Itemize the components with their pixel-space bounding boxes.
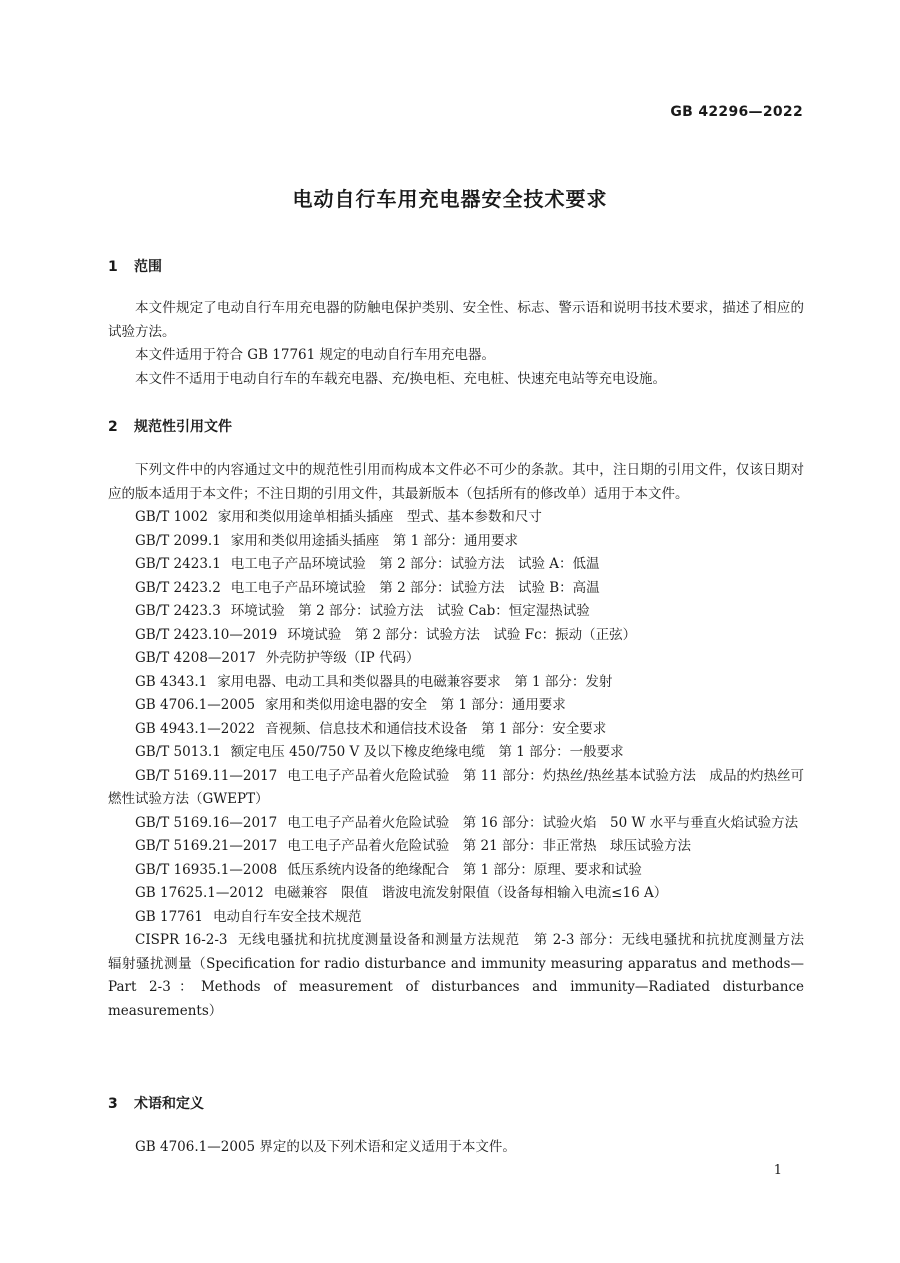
reference-item: [108, 835, 804, 859]
reference-item: [108, 624, 804, 648]
reference-item: [108, 765, 804, 812]
reference-code: GB/T 4208—2017: [135, 650, 256, 666]
reference-code: CISPR 16-2-3: [135, 932, 228, 948]
reference-code: GB 17625.1—2012: [135, 885, 264, 901]
reference-title: 家用和类似用途插头插座 第 1 部分：通用要求: [230, 532, 518, 549]
reference-code: GB/T 16935.1—2008: [135, 861, 278, 878]
reference-item: [108, 577, 804, 601]
reference-title: 环境试验 第 2 部分：试验方法 试验 Cab：恒定湿热试验: [230, 603, 590, 619]
section-1-body: [108, 297, 804, 391]
reference-code: GB/T 2423.3: [135, 603, 221, 619]
reference-title: 无线电骚扰和抗扰度测量设备和测量方法规范 第 2-3 部分：无线电骚扰和抗扰度测量方法 辐射骚扰测量（Specification for radio disturbance and immunity measuring apparatus and methods—Part 2-3：Methods of measurement of disturbances and immunity—Radiated disturbance measurements）: [108, 932, 818, 1019]
reference-code: GB/T 1002: [135, 509, 208, 525]
reference-item: [108, 694, 804, 718]
reference-title: 音视频、信息技术和通信技术设备 第 1 部分：安全要求: [265, 720, 607, 737]
reference-title: 家用和类似用途电器的安全 第 1 部分：通用要求: [265, 697, 566, 713]
reference-title: 家用和类似用途单相插头插座 型式、基本参数和尺寸: [217, 509, 542, 525]
section-3-heading: [108, 1093, 204, 1113]
reference-item: [108, 647, 804, 671]
section-title: 范围: [134, 259, 162, 275]
reference-title: 电工电子产品着火危险试验 第 11 部分：灼热丝/热丝基本试验方法 成品的灼热丝可燃性试验方法（GWEPT）: [108, 767, 804, 807]
reference-code: GB/T 2099.1: [135, 532, 221, 549]
section-3-body: [108, 1136, 804, 1160]
reference-item: [108, 718, 804, 742]
reference-item: [108, 906, 804, 930]
reference-title: 电动自行车安全技术规范: [212, 908, 362, 925]
reference-code: GB/T 5169.21—2017: [135, 838, 278, 854]
reference-code: GB/T 2423.1: [135, 556, 221, 572]
section-2-body: [108, 459, 818, 1023]
reference-code: GB/T 5169.11—2017: [135, 767, 278, 784]
reference-title: 电工电子产品着火危险试验 第 21 部分：非正常热 球压试验方法: [287, 838, 691, 854]
reference-item: [108, 812, 804, 836]
reference-item: [108, 530, 804, 554]
reference-title: 电工电子产品环境试验 第 2 部分：试验方法 试验 A：低温: [230, 556, 600, 572]
reference-item: [108, 600, 804, 624]
section-2-heading: [108, 416, 232, 436]
reference-item: [108, 553, 804, 577]
reference-title: 电工电子产品着火危险试验 第 16 部分：试验火焰 50 W 水平与垂直火焰试验方法: [287, 814, 799, 831]
reference-item: [108, 741, 804, 765]
reference-title: 环境试验 第 2 部分：试验方法 试验 Fc：振动（正弦）: [287, 626, 637, 643]
reference-code: GB 4343.1: [135, 673, 208, 690]
reference-code: GB/T 5013.1: [135, 744, 221, 760]
reference-title: 额定电压 450/750 V 及以下橡皮绝缘电缆 第 1 部分：一般要求: [230, 744, 624, 760]
page-number: 1: [773, 1163, 782, 1178]
paragraph: 本文件不适用于电动自行车的车载充电器、充/换电柜、充电桩、快速充电站等充电设施。: [135, 370, 667, 387]
paragraph: 本文件规定了电动自行车用充电器的防触电保护类别、安全性、标志、警示语和说明书技术要求，描述了相应的试验方法。: [108, 300, 804, 340]
paragraph: 本文件适用于符合 GB 17761 规定的电动自行车用充电器。: [135, 347, 496, 363]
reference-item: [108, 671, 804, 695]
section-title: 规范性引用文件: [134, 419, 232, 435]
reference-item: [108, 859, 804, 883]
section-1-heading: [108, 256, 162, 276]
reference-code: GB/T 2423.2: [135, 579, 221, 596]
reference-item: [108, 929, 818, 1023]
reference-title: 低压系统内设备的绝缘配合 第 1 部分：原理、要求和试验: [287, 861, 642, 878]
reference-code: GB 4706.1—2005: [135, 697, 256, 713]
reference-title: 电工电子产品环境试验 第 2 部分：试验方法 试验 B：高温: [230, 579, 600, 596]
paragraph: GB 4706.1—2005 界定的以及下列术语和定义适用于本文件。: [135, 1139, 516, 1155]
reference-item: [108, 882, 804, 906]
standard-code: GB 42296—2022: [670, 104, 803, 120]
reference-title: 外壳防护等级（IP 代码）: [265, 650, 420, 666]
document-title: 电动自行车用充电器安全技术要求: [292, 187, 608, 211]
reference-code: GB 17761: [135, 908, 203, 925]
section-title: 术语和定义: [134, 1096, 204, 1112]
reference-code: GB 4943.1—2022: [135, 720, 256, 737]
reference-code: GB/T 2423.10—2019: [135, 626, 278, 643]
reference-title: 电磁兼容 限值 谐波电流发射限值（设备每相输入电流≤16 A）: [273, 885, 668, 901]
reference-item: [108, 506, 804, 530]
section-number: 2: [108, 419, 118, 435]
section-number: 1: [108, 259, 118, 275]
section-number: 3: [108, 1096, 118, 1112]
reference-code: GB/T 5169.16—2017: [135, 814, 278, 831]
intro-paragraph: 下列文件中的内容通过文中的规范性引用而构成本文件必不可少的条款。其中，注日期的引用文件，仅该日期对应的版本适用于本文件；不注日期的引用文件，其最新版本（包括所有的修改单）适用于本文件。: [108, 462, 804, 502]
reference-title: 家用电器、电动工具和类似器具的电磁兼容要求 第 1 部分：发射: [217, 673, 613, 690]
